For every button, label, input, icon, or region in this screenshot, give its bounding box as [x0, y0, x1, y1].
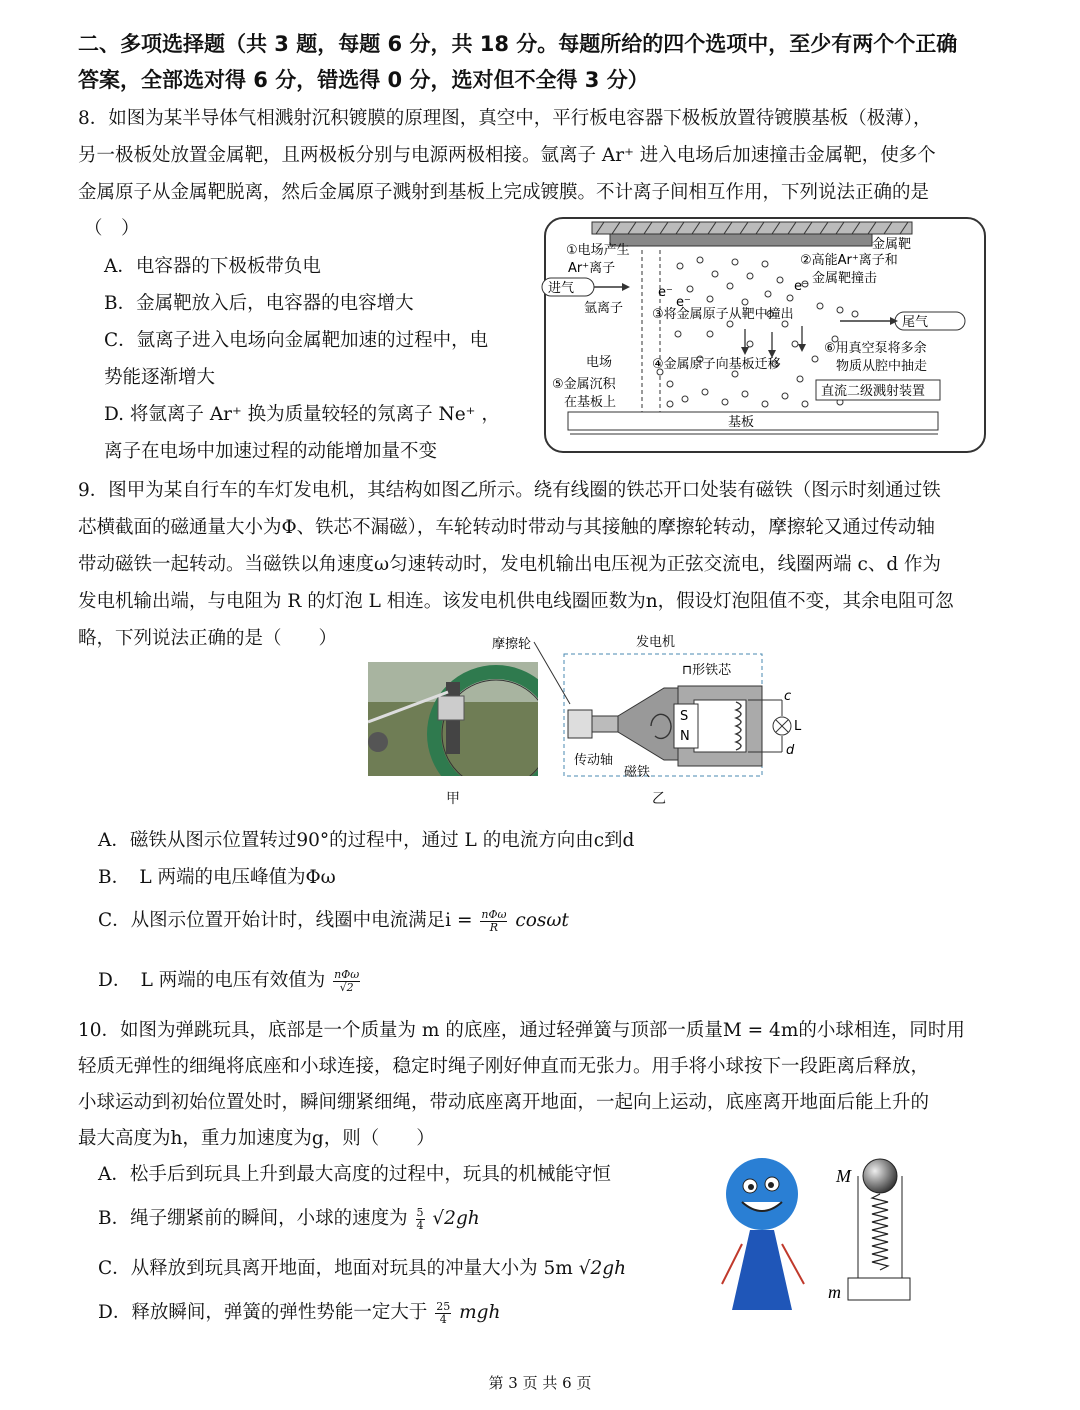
figure-caption-a: 甲 — [446, 791, 460, 807]
label-small-m: m — [828, 1282, 841, 1302]
section-heading-line2: 答案，全部选对得 6 分，错选得 0 分，选对但不全得 3 分） — [78, 68, 649, 92]
q10-text-line: 小球运动到初始位置处时，瞬间绷紧细绳，带动底座离开地面，一起向上运动，底座离开地面后能上升的 — [78, 1092, 930, 1113]
fraction-denominator: 4 — [439, 1312, 447, 1326]
q10-option-b-root: √2gh — [432, 1208, 480, 1229]
label-c: c — [784, 689, 792, 704]
fraction-denominator: √2 — [339, 980, 354, 994]
fraction-numerator: nΦω — [481, 907, 507, 921]
q8-answer-blank: （ ） — [84, 218, 140, 239]
label-step3: ③将金属原子从靶中撞出 — [652, 307, 794, 322]
q8-text-line: 另一极板处放置金属靶，且两极板分别与电源两极相接。氩离子 Ar⁺ 进入电场后加速撞击金属靶，使多个 — [78, 145, 936, 166]
label-step6a: ⑥用真空泵将多余 — [824, 341, 927, 356]
q10-option-c-text: C．从释放到玩具离开地面，地面对玩具的冲量大小为 5m — [98, 1258, 573, 1279]
q8-text-line: 金属原子从金属靶脱离，然后金属原子溅射到基板上完成镀膜。不计离子间相互作用，下列说法正确的是 — [78, 182, 930, 203]
fraction-denominator: R — [489, 920, 499, 934]
q9-text-line: 带动磁铁一起转动。当磁铁以角速度ω匀速转动时，发电机输出电压视为正弦交流电，线圈两端 c、d 作为 — [78, 554, 942, 575]
label-electron: e⁻ — [676, 295, 691, 310]
q10-option-c — [98, 1254, 626, 1280]
q9-option-c — [98, 906, 569, 934]
q8-option-d-cont: 离子在电场中加速过程的动能增加量不变 — [104, 441, 438, 462]
label-step2a: ②高能Ar⁺离子和 — [800, 253, 898, 268]
q10-option-a: A．松手后到玩具上升到最大高度的过程中，玩具的机械能守恒 — [98, 1164, 611, 1185]
section-heading-line1: 二、多项选择题（共 3 题，每题 6 分，共 18 分。每题所给的四个选项中，至少有两个个正确 — [78, 32, 958, 56]
q10-option-d-mgh: mgh — [459, 1302, 501, 1323]
label-field: 电场 — [586, 355, 613, 370]
fraction-numerator: nΦω — [334, 967, 360, 981]
label-core: ⊓形铁芯 — [682, 663, 732, 678]
label-device: 直流二级溅射装置 — [821, 384, 926, 399]
q10-text-line: 10．如图为弹跳玩具，底部是一个质量为 m 的底座，通过轻弹簧与顶部一质量M = 4m的小球相连，同时用 — [78, 1020, 965, 1041]
label-d: d — [786, 743, 795, 758]
generator-diagram — [486, 628, 816, 780]
label-step5b: 在基板上 — [564, 395, 617, 410]
label-electron: e⁻ — [794, 279, 809, 294]
bounce-toy-photo — [712, 1154, 812, 1314]
q10-option-b — [98, 1204, 480, 1232]
sputtering-diagram — [540, 214, 992, 456]
q9-option-d-fraction — [333, 969, 360, 994]
q8-option-b: B．金属靶放入后，电容器的电容增大 — [104, 293, 414, 314]
label-s-pole: S — [680, 709, 689, 724]
q9-option-b: B． L 两端的电压峰值为Φω — [98, 867, 336, 888]
fraction-numerator: 25 — [436, 1299, 451, 1313]
q9-text-line: 发电机输出端，与电阻为 R 的灯泡 L 相连。该发电机供电线圈匝数为n，假设灯泡阻值不变，其余电阻可忽 — [78, 591, 954, 612]
q10-option-c-root: √2gh — [578, 1258, 627, 1279]
label-argon-ion: 氩离子 — [584, 301, 624, 316]
label-step6b: 物质从腔中抽走 — [836, 359, 928, 374]
label-electron: e⁻ — [658, 285, 673, 300]
q9-text-line: 芯横截面的磁通量大小为Φ、铁芯不漏磁），车轮转动时带动与其接触的摩擦轮转动，摩擦轮又通过传动轴 — [78, 517, 935, 538]
q9-option-d-text: D． L 两端的电压有效值为 — [98, 970, 326, 991]
q8-option-d: D. 将氩离子 Ar⁺ 换为质量较轻的氖离子 Ne⁺ ， — [104, 404, 500, 425]
label-step2b: 金属靶撞击 — [812, 271, 878, 286]
q10-text-line: 最大高度为h，重力加速度为g，则（ ） — [78, 1128, 435, 1149]
q8-option-a: A．电容器的下极板带负电 — [104, 256, 321, 277]
q10-text-line: 轻质无弹性的细绳将底座和小球连接，稳定时绳子刚好伸直而无张力。用手将小球按下一段距离后释放， — [78, 1056, 930, 1077]
label-step4: ④金属原子向基板迁移 — [652, 357, 781, 372]
q9-option-c-cos: cosωt — [515, 910, 569, 931]
label-exhaust: 尾气 — [902, 315, 929, 330]
q10-option-b-fraction — [416, 1207, 425, 1232]
q9-text-line: 9．图甲为某自行车的车灯发电机，其结构如图乙所示。绕有线圈的铁芯开口处装有磁铁（图示时刻通过铁 — [78, 480, 941, 501]
label-substrate: 基板 — [728, 415, 755, 430]
q10-option-b-text: B．绳子绷紧前的瞬间，小球的速度为 — [98, 1208, 408, 1229]
q10-option-d-fraction — [435, 1301, 451, 1326]
label-big-m: M — [836, 1166, 851, 1186]
q9-option-d — [98, 966, 362, 994]
figure-caption-b: 乙 — [652, 791, 666, 807]
q8-text-line: 8．如图为某半导体气相溅射沉积镀膜的原理图，真空中，平行板电容器下极板放置待镀膜基板（极薄）， — [78, 108, 932, 129]
label-n-pole: N — [680, 729, 690, 744]
q8-option-c-cont: 势能逐渐增大 — [104, 367, 216, 388]
q10-option-d — [98, 1298, 500, 1326]
q9-option-a: A．磁铁从图示位置转过90°的过程中，通过 L 的电流方向由c到d — [98, 830, 635, 851]
q9-text-line: 略，下列说法正确的是（ ） — [78, 628, 338, 649]
label-step1b: Ar⁺离子 — [568, 261, 616, 276]
q9-option-c-fraction — [480, 909, 507, 934]
label-target: 金属靶 — [872, 237, 912, 252]
label-inlet: 进气 — [548, 281, 575, 296]
q9-option-c-text: C．从图示位置开始计时，线圈中电流满足i = — [98, 910, 473, 931]
label-step5a: ⑤金属沉积 — [552, 377, 616, 392]
label-step1a: ①电场产生 — [566, 243, 630, 258]
label-generator: 发电机 — [636, 635, 676, 650]
q10-option-d-text: D．释放瞬间，弹簧的弹性势能一定大于 — [98, 1302, 428, 1323]
spring-ball-diagram — [828, 1154, 918, 1304]
fraction-numerator: 5 — [416, 1205, 424, 1219]
fraction-denominator: 4 — [416, 1218, 424, 1232]
label-magnet: 磁铁 — [624, 765, 651, 780]
label-friction-wheel: 摩擦轮 — [492, 637, 532, 652]
page-footer: 第 3 页 共 6 页 — [488, 1374, 592, 1392]
label-shaft: 传动轴 — [574, 753, 614, 768]
label-lamp: L — [794, 719, 802, 734]
q8-option-c: C．氩离子进入电场向金属靶加速的过程中，电 — [104, 330, 489, 351]
